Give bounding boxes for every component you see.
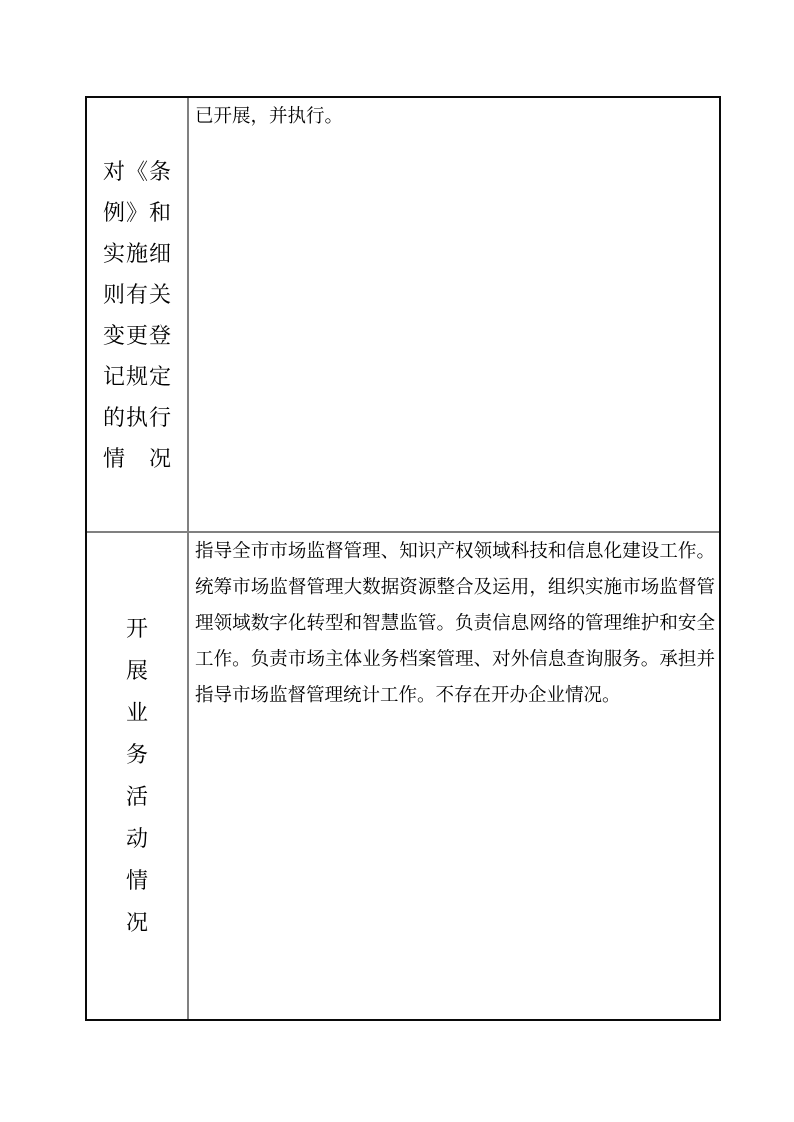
header-line: 开 [125, 616, 148, 641]
header-line: 则有关 [103, 281, 171, 307]
header-line: 实施细 [103, 240, 171, 266]
header-line: 况 [125, 910, 148, 935]
row-header-business-activities [87, 533, 189, 1019]
header-line: 务 [125, 742, 148, 767]
header-line: 情况 [103, 445, 171, 471]
business-activities-text: 指导全市市场监督管理、知识产权领域科技和信息化建设工作。统筹市场监督管理大数据资源整合及运用，组织实施市场监督管理领域数字化转型和智慧监管。负责信息网络的管理维护和安全工作。负责市场主体业务档案管理、对外信息查询服务。承担并指导市场监督管理统计工作。不存在开办企业情况。 [195, 542, 715, 706]
header-line: 展 [125, 658, 148, 683]
header-line: 例》和 [103, 199, 171, 225]
header-line: 业 [125, 700, 148, 725]
header-line: 变更登 [103, 322, 171, 348]
header-line: 动 [125, 826, 148, 851]
header-line: 活 [125, 784, 148, 809]
header-line: 记规定 [103, 363, 171, 389]
compliance-status-text: 已开展，并执行。 [195, 107, 344, 127]
annual-report-table [85, 96, 721, 1021]
header-line: 的执行 [103, 404, 171, 430]
cell-business-activities-description [189, 533, 719, 1019]
header-line: 情 [125, 868, 148, 893]
row-header-regulation-change-compliance [87, 98, 189, 533]
header-line: 对《条 [103, 158, 171, 184]
cell-regulation-compliance-status [189, 98, 719, 533]
